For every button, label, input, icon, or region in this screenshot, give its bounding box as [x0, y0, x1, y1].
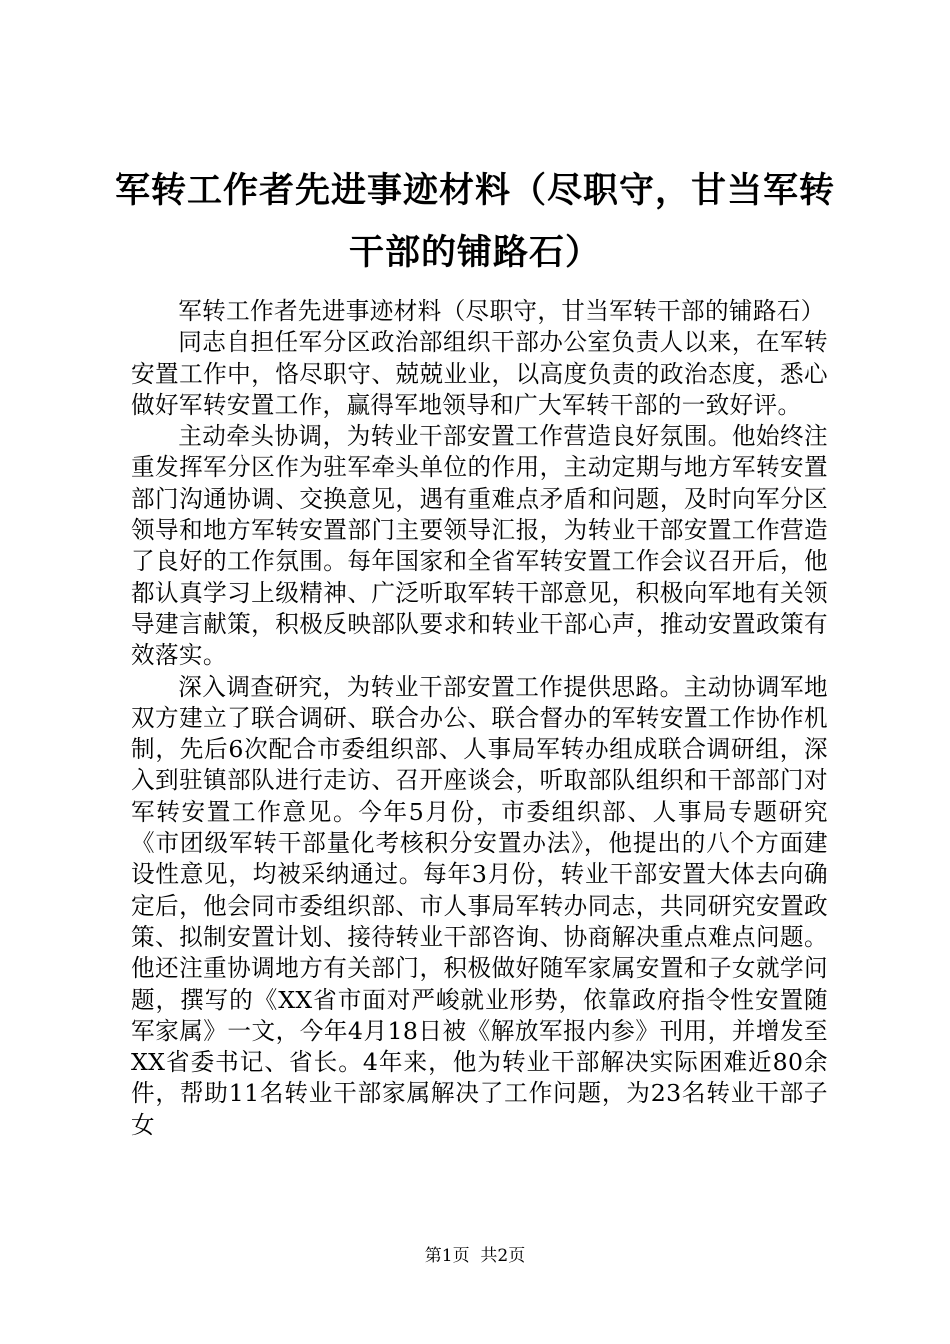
page-number: 第1页 共2页 [424, 1246, 526, 1266]
paragraph: 同志自担任军分区政治部组织干部办公室负责人以来，在军转安置工作中，恪尽职守、兢兢业业，以高度负责的政治态度，悉心做好军转安置工作，赢得军地领导和广大军转干部的一致好评。 [131, 328, 828, 419]
paragraph: 深入调查研究，为转业干部安置工作提供思路。主动协调军地双方建立了联合调研、联合办公、联合督办的军转安置工作协作机制，先后6次配合市委组织部、人事局军转办组成联合调研组，深入到驻镇部队进行走访、召开座谈会，听取部队组织和干部部门对军转安置工作意见。今年5月份，市委组织部、人事局专题研究《市团级军转干部量化考核积分安置办法》，他提出的八个方面建设性意见，均被采纳通过。每年3月份，转业干部安置大体去向确定后，他会同市委组织部、市人事局军转办同志，共同研究安置政策、拟制安置计划、接待转业干部咨询、协商解决重点难点问题。他还注重协调地方有关部门，积极做好随军家属安置和子女就学问题，撰写的《XX省市面对严峻就业形势，依靠政府指令性安置随军家属》一文，今年4月18日被《解放军报内参》刊用，并增发至XX省委书记、省长。4年来，他为转业干部解决实际困难近80余件，帮助11名转业干部家属解决了工作问题，为23名转业干部子女 [131, 672, 828, 1139]
page-footer [0, 1245, 950, 1267]
paragraph: 主动牵头协调，为转业干部安置工作营造良好氛围。他始终注重发挥军分区作为驻军牵头单位的作用，主动定期与地方军转安置部门沟通协调、交换意见，遇有重难点矛盾和问题，及时向军分区领导和地方军转安置部门主要领导汇报，为转业干部安置工作营造了良好的工作氛围。每年国家和全省军转安置工作会议召开后，他都认真学习上级精神、广泛听取军转干部意见，积极向军地有关领导建言献策，积极反映部队要求和转业干部心声，推动安置政策有效落实。 [131, 422, 828, 670]
paragraph: 军转工作者先进事迹材料（尽职守，甘当军转干部的铺路石） [178, 297, 825, 325]
document-body [131, 296, 828, 1141]
document-title: 军转工作者先进事迹材料（尽职守，甘当军转干部的铺路石） [114, 170, 835, 273]
